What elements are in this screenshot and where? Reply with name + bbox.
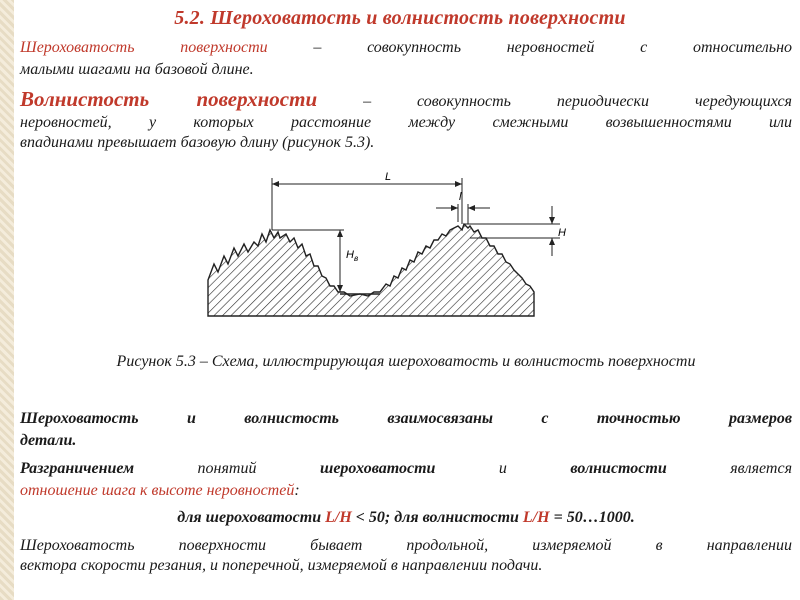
distinction-line1: Разграничением понятий шероховатости и волнистости является [20,460,793,477]
ratio-formula: для шероховатости L/H < 50; для волнистости L/H = 50…1000. [177,509,635,526]
roughness-definition-line2: малыми шагами на базовой длине. [20,61,254,78]
figure-caption: Рисунок 5.3 – Схема, иллюстрирующая шероховатость и волнистость поверхности [116,353,696,370]
distinction-line2: отношение шага к высоте неровностей: [20,482,300,499]
label-H: H [558,227,566,239]
waviness-definition-line3: впадинами превышает базовую длину (рисунок 5.3). [20,134,375,151]
step-height-ratio-phrase: отношение шага к высоте неровностей [20,482,295,499]
roughness-types-line2: вектора скорости резания, и поперечной, измеряемой в направлении подачи. [20,557,543,574]
label-L: L [385,171,392,183]
surface-profile-diagram [200,168,580,328]
waviness-term: Волнистость поверхности [20,87,318,111]
surface-profile-figure [200,168,580,333]
label-Hb: $H_в$ [346,249,359,263]
waviness-definition-line2: неровностей, у которых расстояние между смежными возвышенностями или [20,114,792,131]
interrelation-line2: детали. [20,432,77,449]
roughness-term: Шероховатость поверхности [20,39,268,56]
label-l: l [459,191,462,203]
interrelation-line1: Шероховатость и волнистость взаимосвязаны с точностью размеров [20,410,792,427]
decorative-side-strip [0,0,14,600]
waviness-definition-line1: Волнистость поверхности – совокупность периодически чередующихся [20,87,792,111]
roughness-types-line1: Шероховатость поверхности бывает продольной, измеряемой в направлении [20,537,792,554]
page-title: 5.2. Шероховатость и волнистость поверхности [174,7,626,29]
roughness-definition-line1: Шероховатость поверхности – совокупность неровностей с относительно [20,39,793,56]
